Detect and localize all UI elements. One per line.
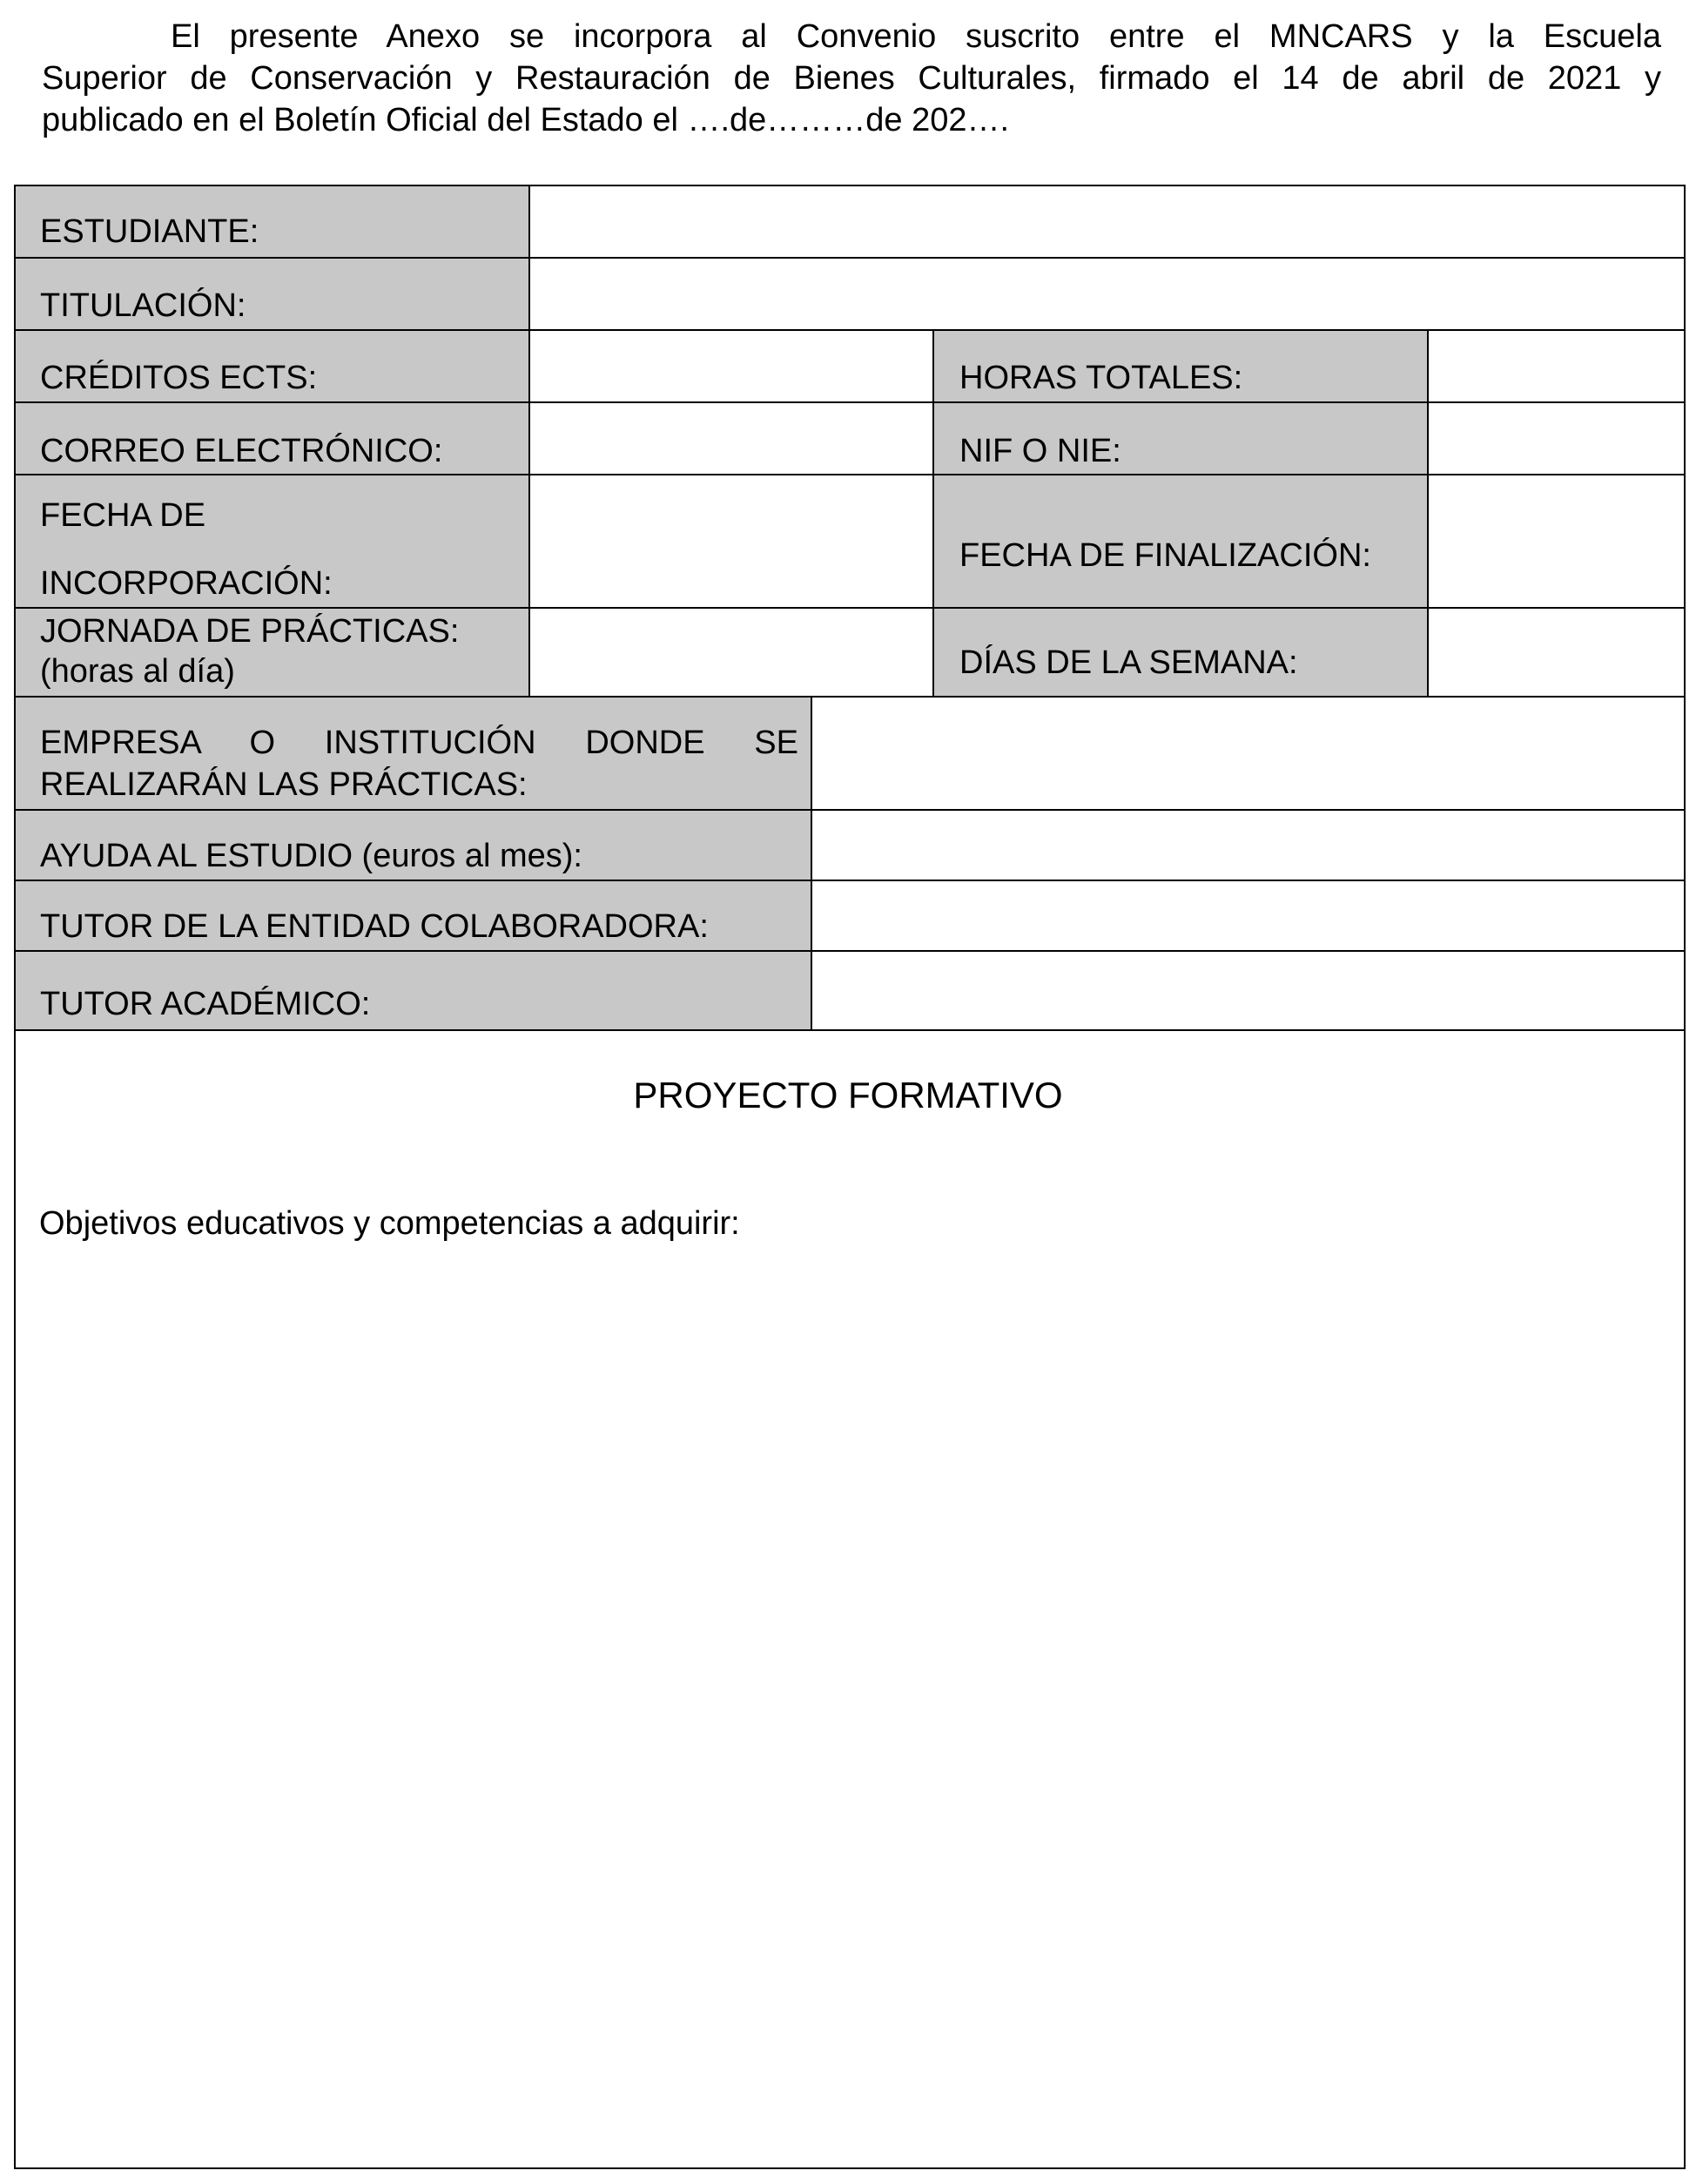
ayuda-field[interactable] (812, 811, 1683, 880)
tutor-academico-field[interactable] (812, 952, 1683, 1028)
objetivos-field[interactable] (17, 1031, 1683, 2167)
row-divider (14, 401, 1686, 403)
label-nif: NIF O NIE: (934, 402, 1427, 475)
dias-semana-field[interactable] (1429, 609, 1683, 696)
table-border-left (14, 185, 16, 2169)
jornada-field[interactable] (530, 609, 932, 696)
table-border-bottom (14, 2167, 1686, 2169)
row-divider (14, 1029, 1686, 1031)
label-tutor-entidad: TUTOR DE LA ENTIDAD COLABORADORA: (15, 880, 811, 951)
label-horas-totales: HORAS TOTALES: (934, 330, 1427, 402)
nif-field[interactable] (1429, 403, 1683, 474)
tutor-entidad-field[interactable] (812, 881, 1683, 950)
titulacion-field[interactable] (530, 259, 1683, 329)
label-creditos: CRÉDITOS ECTS: (15, 330, 528, 402)
row-divider (14, 257, 1686, 259)
label-estudiante: ESTUDIANTE: (15, 185, 528, 258)
intro-line-3: publicado en el Boletín Oficial del Estado el ….de………de 202…. (42, 102, 1010, 138)
row-divider (14, 696, 1686, 698)
label-ayuda: AYUDA AL ESTUDIO (euros al mes): (15, 810, 811, 880)
row-divider (14, 809, 1686, 811)
label-fecha-finalizacion: FECHA DE FINALIZACIÓN: (934, 475, 1427, 608)
empresa-field[interactable] (812, 698, 1683, 809)
row-divider (14, 474, 1686, 475)
column-divider (528, 185, 530, 698)
correo-field[interactable] (530, 403, 932, 474)
horas-totales-field[interactable] (1429, 331, 1683, 401)
fecha-incorporacion-field[interactable] (530, 475, 932, 607)
label-empresa: EMPRESA O INSTITUCIÓN DONDE SE REALIZARÁN LAS PRÁCTICAS: (15, 697, 811, 810)
estudiante-field[interactable] (530, 186, 1683, 257)
column-divider (811, 696, 812, 1031)
creditos-field[interactable] (530, 331, 932, 401)
label-titulacion: TITULACIÓN: (15, 258, 528, 330)
label-tutor-academico: TUTOR ACADÉMICO: (15, 951, 811, 1029)
row-divider (14, 880, 1686, 881)
table-border-right (1684, 185, 1686, 2169)
column-divider (1427, 329, 1429, 698)
row-divider (14, 607, 1686, 609)
label-jornada: JORNADA DE PRÁCTICAS: (horas al día) (15, 608, 528, 697)
row-divider (14, 329, 1686, 331)
table-border-top (14, 185, 1686, 186)
label-dias-semana: DÍAS DE LA SEMANA: (934, 608, 1427, 697)
label-fecha-incorporacion: FECHA DE INCORPORACIÓN: (15, 475, 528, 608)
intro-line-1: El presente Anexo se incorpora al Convenio suscrito entre el MNCARS y la Escuela (171, 18, 1661, 55)
proyecto-formativo-title: PROYECTO FORMATIVO (633, 1075, 1063, 1116)
row-divider (14, 950, 1686, 952)
fecha-finalizacion-field[interactable] (1429, 475, 1683, 607)
label-correo: CORREO ELECTRÓNICO: (15, 402, 528, 475)
objetivos-label: Objetivos educativos y competencias a adquirir: (39, 1205, 740, 1242)
column-divider (932, 329, 934, 698)
intro-line-2: Superior de Conservación y Restauración de Bienes Culturales, firmado el 14 de abril de 2021 y (42, 60, 1661, 97)
